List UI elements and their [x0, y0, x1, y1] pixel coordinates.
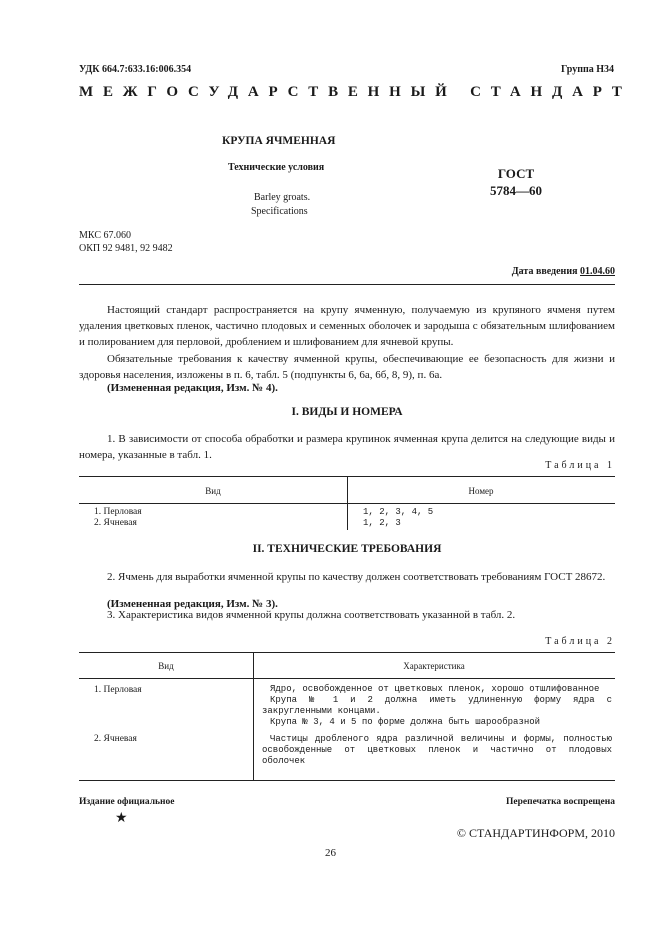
section-2-paragraph-2: 2. Ячмень для выработки ячменной крупы по качеству должен соответствовать требованиям ГОСТ 28672.	[107, 571, 606, 583]
table-2-row-2-text: Частицы дробленого ядра различной величины и формы, полностью освобожденные от цветковых пленок и частично от плодовых оболочек	[262, 734, 612, 766]
table-2-row-1-line-1: Ядро, освобожденное от цветковых пленок, хорошо отшлифованное	[270, 684, 600, 694]
table-2-row-1-line-2: Крупа № 1 и 2 должна иметь удлиненную форму ядра с закругленными концами.	[262, 695, 612, 716]
table-2-caption: Таблица 2	[545, 636, 615, 647]
document-title: КРУПА ЯЧМЕННАЯ	[222, 135, 336, 147]
intro-paragraph-1: Настоящий стандарт распространяется на крупу ячменную, получаемую из крупяного ячменя путем удаления цветковых пленок, частично плодовых и семенных оболочек и зародыша с обязательным шлифованием и полированием для перловой, дроблением и шлифованием для ячневой крупы.	[79, 304, 615, 348]
star-icon: ★	[115, 811, 128, 826]
official-edition-label: Издание официальное	[79, 797, 175, 807]
table-1-row-1-nomer: 1, 2, 3, 4, 5	[363, 507, 434, 517]
gost-label: ГОСТ	[497, 166, 535, 181]
page-number: 26	[325, 847, 336, 859]
table-1-row-1-vid: 1. Перловая	[94, 507, 142, 517]
table-2-header-vid: Вид	[158, 661, 174, 671]
okp-code: ОКП 92 9481, 92 9482	[79, 243, 173, 254]
copyright: © СТАНДАРТИНФОРМ, 2010	[456, 826, 615, 840]
table-2-header-rule	[79, 678, 615, 679]
document-subtitle: Технические условия	[228, 162, 325, 173]
amendment-note-4: (Измененная редакция, Изм. № 4).	[107, 382, 278, 394]
table-1-row-2-vid: 2. Ячневая	[94, 518, 137, 528]
table-1-header-vid: Вид	[205, 486, 221, 496]
table-2-column-divider	[253, 652, 254, 780]
mks-code: МКС 67.060	[79, 230, 131, 241]
gost-designation	[490, 165, 542, 199]
classification-codes	[79, 229, 173, 255]
standard-banner: МЕЖГОСУДАРСТВЕННЫЙ СТАНДАРТ	[79, 84, 632, 100]
section-2-heading: II. ТЕХНИЧЕСКИЕ ТРЕБОВАНИЯ	[252, 543, 442, 555]
table-1-header-nomer: Номер	[468, 486, 494, 496]
section-2-paragraph-3: 3. Характеристика видов ячменной крупы должна соответствовать указанной в табл. 2.	[107, 609, 516, 621]
intro-date	[512, 266, 615, 277]
table-1-row-2-nomer: 1, 2, 3	[363, 518, 401, 528]
section-1-heading: I. ВИДЫ И НОМЕРА	[291, 406, 403, 418]
amendment-note-3: (Измененная редакция, Изм. № 3).	[107, 598, 278, 610]
table-2-row-1-vid: 1. Перловая	[94, 685, 142, 695]
intro-date-value: 01.04.60	[580, 266, 615, 277]
group-code: Группа Н34	[561, 64, 614, 75]
table-2-row-1-line-3: Крупа № 3, 4 и 5 по форме должна быть шарообразной	[270, 717, 541, 727]
udk-code: УДК 664.7:633.16:006.354	[79, 64, 192, 75]
english-title-line2: Specifications	[251, 206, 308, 217]
gost-number: 5784—60	[490, 183, 542, 198]
intro-paragraph-2: Обязательные требования к качеству ячменной крупы, обеспечивающие ее безопасность для жизни и здоровья населения, изложены в п. 6, табл. 5 (подпункты 6, 6а, 6б, 8, 9), п. 6а.	[79, 353, 615, 381]
header-rule	[79, 284, 615, 285]
intro-date-label: Дата введения	[511, 266, 580, 277]
table-2-top-rule	[79, 652, 615, 653]
table-1-caption: Таблица 1	[545, 460, 615, 471]
table-2-header-characteristic: Характеристика	[403, 661, 465, 671]
table-2-bottom-rule	[79, 780, 615, 781]
table-1-header-rule	[79, 503, 615, 504]
english-title-line1: Barley groats.	[254, 192, 311, 203]
section-1-paragraph-1: 1. В зависимости от способа обработки и размера крупинок ячменная крупа делится на следующие виды и номера, указанные в табл. 1.	[79, 433, 615, 461]
table-2-row-2-vid: 2. Ячневая	[94, 734, 137, 744]
reprint-prohibited-label: Перепечатка воспрещена	[505, 797, 615, 807]
